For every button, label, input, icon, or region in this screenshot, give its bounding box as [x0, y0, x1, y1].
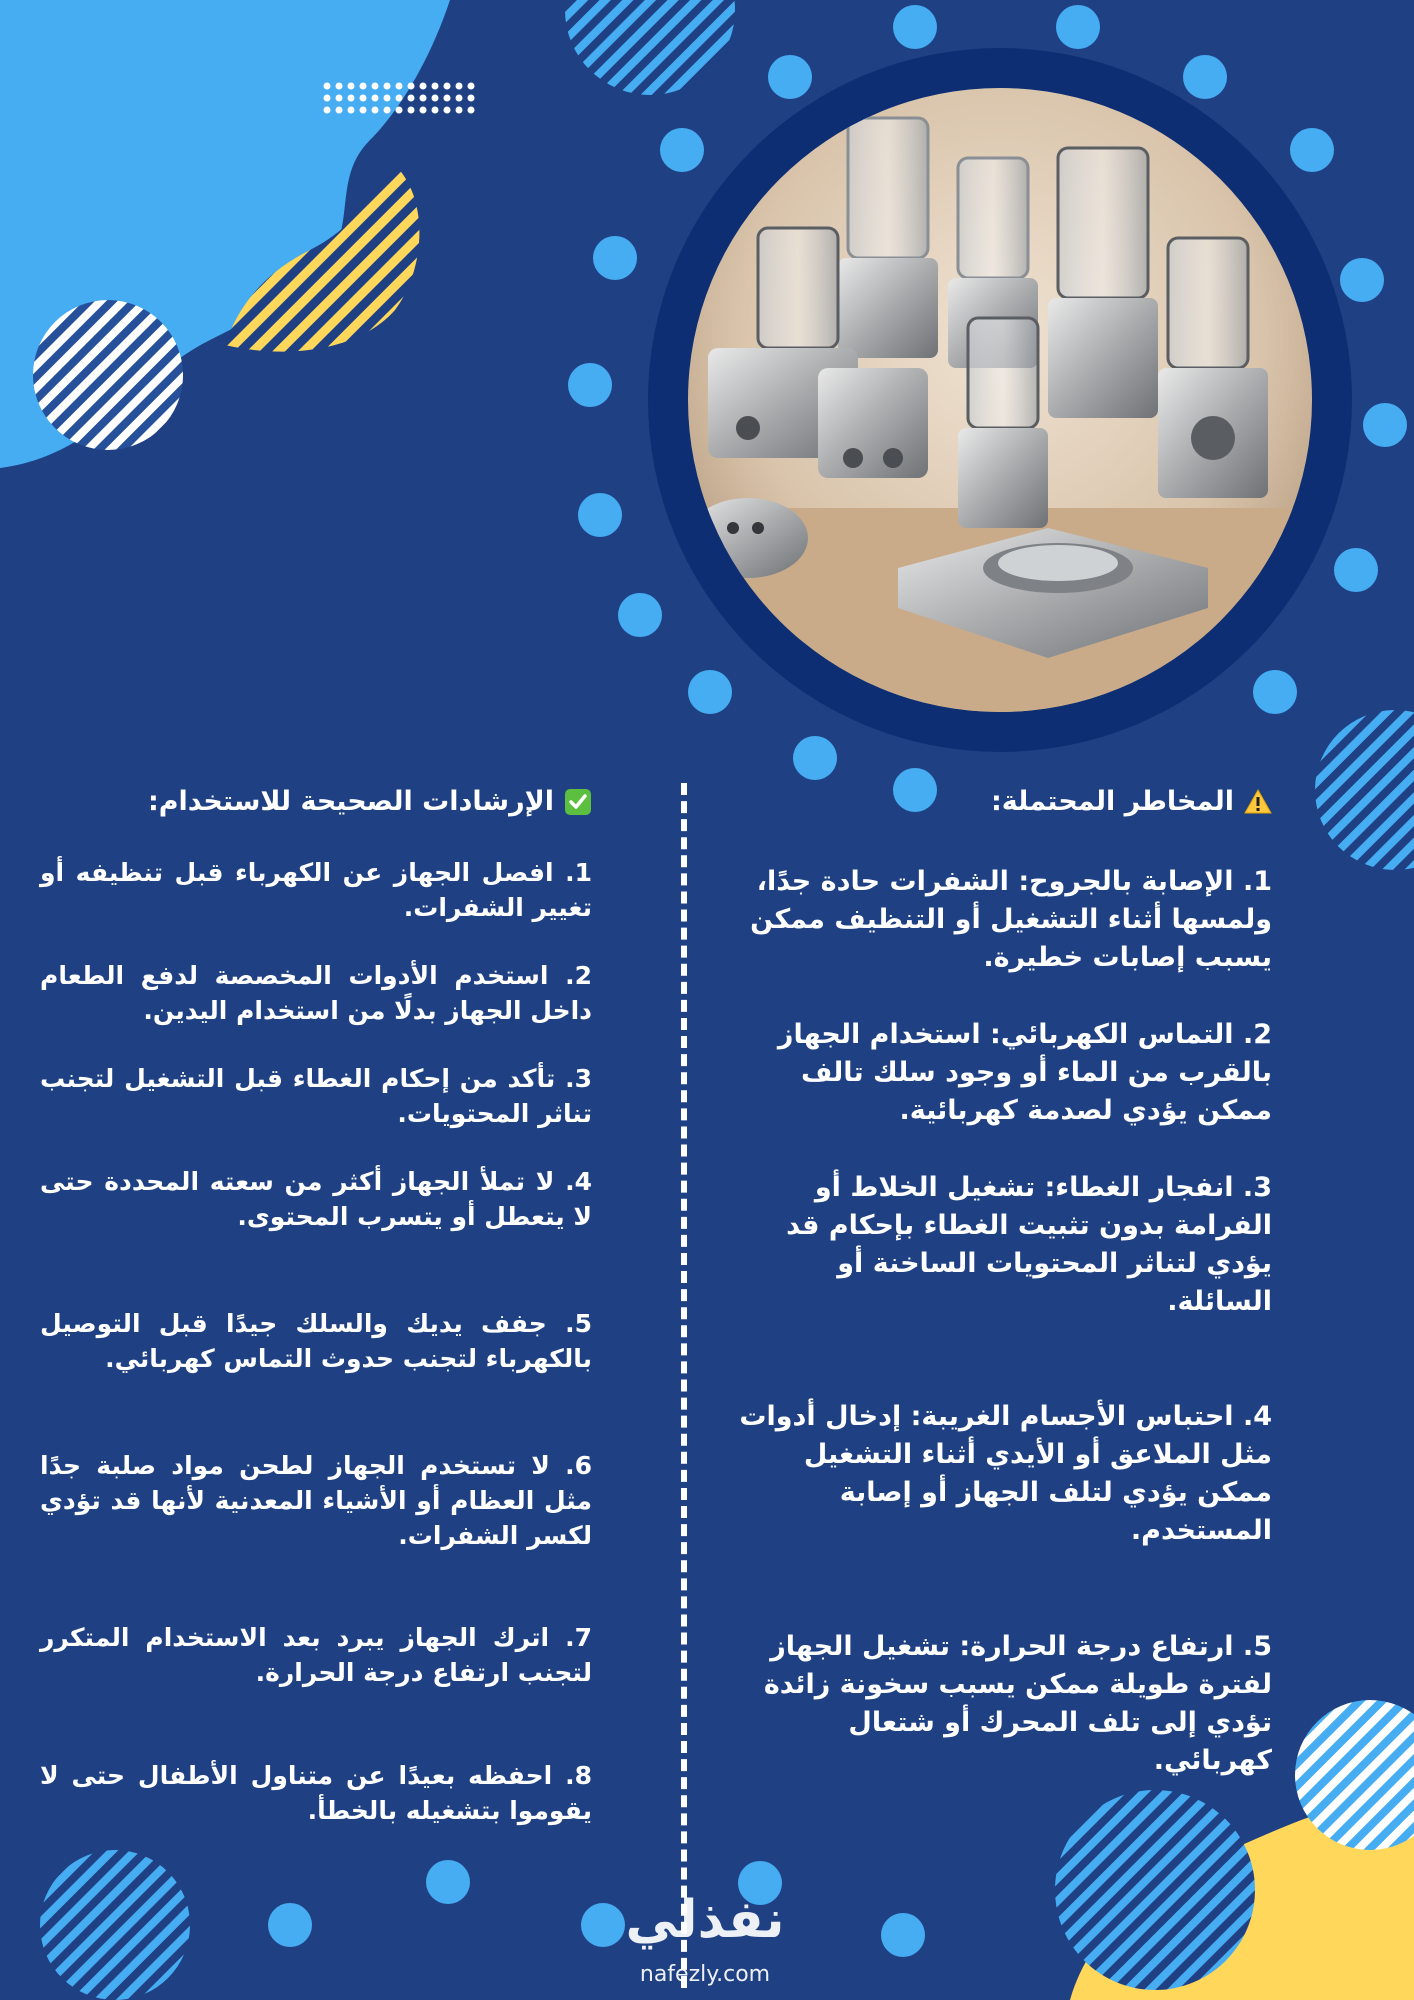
risk-item: 2. التماس الكهربائي: استخدام الجهاز بالقرب من الماء أو وجود سلك تالف ممكن يؤدي لصدمة كهربائية. — [777, 1019, 1272, 1126]
guideline-item: 3. تأكد من إحكام الغطاء قبل التشغيل لتجنب تناثر المحتويات. — [40, 1064, 592, 1128]
guideline-item: 6. لا تستخدم الجهاز لطحن مواد صلبة جدًا مثل العظام أو الأشياء المعدنية لأنها قد تؤدي لكسر الشفرات. — [40, 1451, 592, 1550]
striped-circle-top — [565, 0, 735, 95]
warning-icon — [1244, 788, 1272, 816]
guidelines-column — [40, 783, 592, 1825]
risk-item: 1. الإصابة بالجروح: الشفرات حادة جدًا، ولمسها أثناء التشغيل أو التنظيف ممكن يسبب إصابات خطيرة. — [750, 866, 1272, 973]
guideline-item: 7. اترك الجهاز يبرد بعد الاستخدام المتكرر لتجنب ارتفاع درجة الحرارة. — [40, 1623, 592, 1687]
dashed-divider — [681, 783, 687, 1988]
risks-heading-text: المخاطر المحتملة: — [991, 786, 1234, 817]
guidelines-heading-text: الإرشادات الصحيحة للاستخدام: — [147, 786, 554, 817]
check-box-icon — [564, 788, 592, 816]
risks-column — [730, 783, 1272, 1776]
striped-circle-bottom-left — [40, 1850, 190, 2000]
guideline-item: 5. جفف يديك والسلك جيدًا قبل التوصيل بالكهرباء لتجنب حدوث التماس كهربائي. — [40, 1309, 592, 1373]
nafezly-url: nafezly.com — [639, 1962, 771, 1987]
guideline-item: 8. احفظه بعيدًا عن متناول الأطفال حتى لا يقوموا بتشغيله بالخطأ. — [40, 1761, 592, 1825]
risk-item: 5. ارتفاع درجة الحرارة: تشغيل الجهاز لفترة طويلة ممكن يسبب سخونة زائدة تؤدي إلى تلف المحرك أو شتعال كهربائي. — [763, 1631, 1272, 1776]
guidelines-heading — [40, 783, 592, 821]
striped-circle-right — [1315, 710, 1414, 870]
guideline-item: 1. افصل الجهاز عن الكهرباء قبل تنظيفه أو تغيير الشفرات. — [40, 858, 592, 922]
guideline-item: 2. استخدم الأدوات المخصصة لدفع الطعام داخل الجهاز بدلًا من استخدام اليدين. — [40, 961, 592, 1025]
risk-item: 3. انفجار الغطاء: تشغيل الخلاط أو الفرامة بدون تثبيت الغطاء بإحكام قد يؤدي لتناثر المحتويات الساخنة أو السائلة. — [786, 1172, 1272, 1317]
guideline-item: 4. لا تملأ الجهاز أكثر من سعته المحددة حتى لا يتعطل أو يتسرب المحتوى. — [40, 1167, 592, 1231]
risk-item: 4. احتباس الأجسام الغريبة: إدخال أدوات مثل الملاعق أو الأيدي أثناء التشغيل ممكن يؤدي لتلف الجهاز أو إصابة المستخدم. — [739, 1401, 1272, 1546]
striped-circle-top-left — [33, 300, 183, 450]
kitchen-appliances-photo — [688, 88, 1312, 712]
risks-heading — [730, 783, 1272, 821]
nafezly-logo: نفذلي — [625, 1890, 785, 1950]
striped-circle-bottom-right — [1055, 1790, 1255, 1990]
